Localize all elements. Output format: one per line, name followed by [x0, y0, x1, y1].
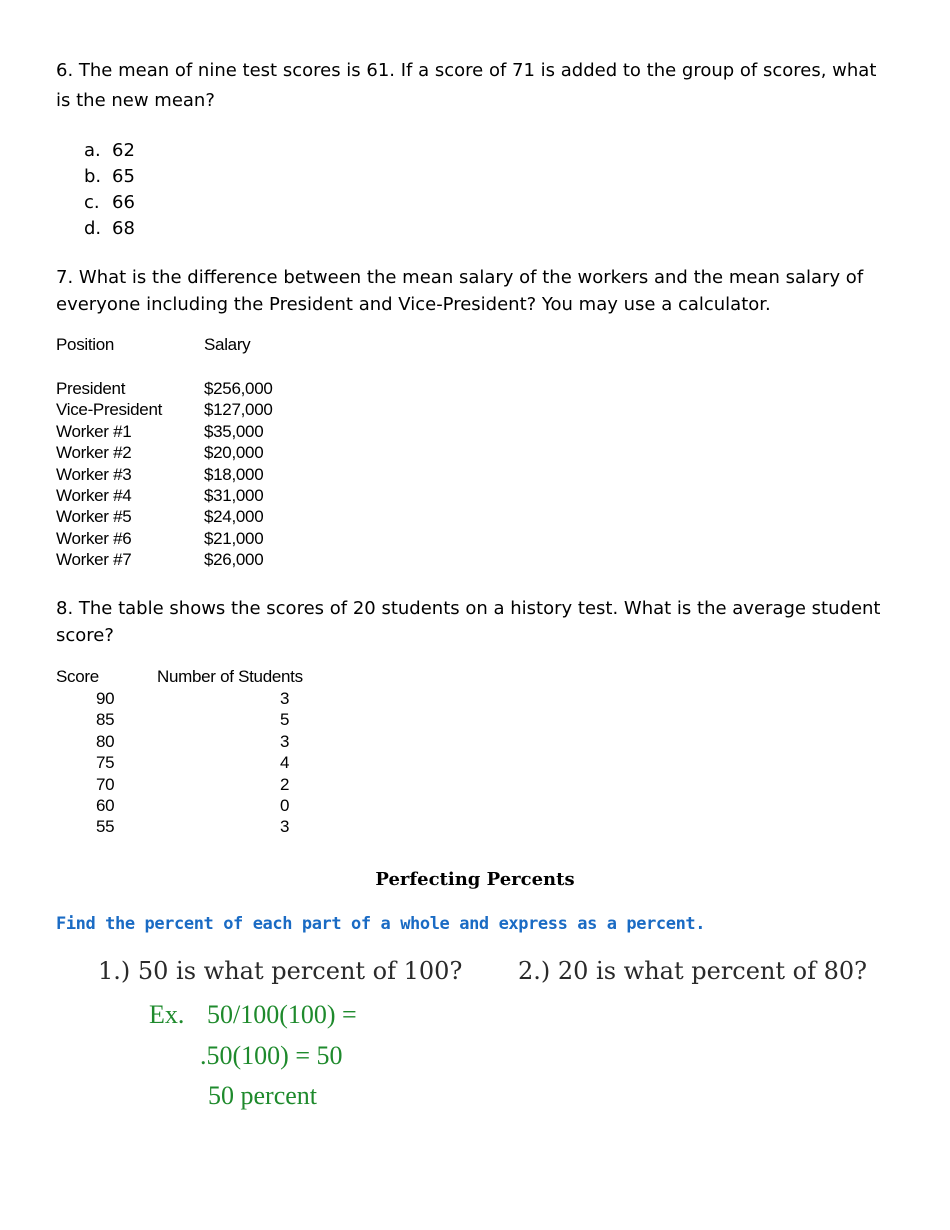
example-line-2: .50(100) = 50 — [200, 1041, 343, 1070]
option-d — [84, 216, 135, 242]
table-row — [56, 731, 356, 752]
score-table — [56, 688, 356, 838]
question-8-text: 8. The table shows the scores of 20 students on a history test. What is the average student score? — [56, 598, 881, 646]
count-cell: 0 — [280, 795, 290, 815]
count-cell: 2 — [280, 774, 290, 794]
option-value: 62 — [112, 140, 135, 161]
option-value: 66 — [112, 192, 135, 213]
position-cell: Worker #4 — [56, 485, 132, 505]
position-cell: Worker #7 — [56, 550, 132, 570]
score-table-header — [56, 667, 303, 687]
position-cell: Worker #1 — [56, 421, 132, 441]
example-line-1: 50/100(100) = — [207, 1000, 357, 1029]
count-cell: 5 — [280, 710, 290, 730]
count-cell: 3 — [280, 731, 290, 751]
position-cell: Vice-President — [56, 400, 163, 420]
option-value: 68 — [112, 218, 135, 239]
question-6-options — [84, 138, 135, 242]
salary-cell: $20,000 — [204, 443, 264, 463]
header-position: Position — [56, 335, 115, 354]
score-cell: 85 — [96, 710, 115, 730]
question-6-text: 6. The mean of nine test scores is 61. If a score of 71 is added to the group of scores, what is the new mean? — [56, 60, 877, 111]
table-row — [56, 688, 356, 709]
table-row — [56, 752, 356, 773]
count-cell: 3 — [280, 817, 290, 837]
salary-cell: $35,000 — [204, 421, 264, 441]
header-score: Score — [56, 667, 99, 686]
section-instruction: Find the percent of each part of a whole and express as a percent. — [56, 914, 706, 934]
salary-cell: $24,000 — [204, 507, 264, 527]
option-letter: b. — [84, 166, 102, 187]
score-cell: 80 — [96, 731, 115, 751]
salary-cell: $26,000 — [204, 550, 264, 570]
option-letter: c. — [84, 192, 100, 213]
salary-cell: $21,000 — [204, 528, 264, 548]
option-a — [84, 138, 135, 164]
score-cell: 70 — [96, 774, 115, 794]
count-cell: 4 — [280, 753, 290, 773]
salary-cell: $18,000 — [204, 464, 264, 484]
option-letter: a. — [84, 140, 101, 161]
position-cell: Worker #2 — [56, 443, 132, 463]
percent-problem-1: 1.) 50 is what percent of 100? — [98, 957, 463, 985]
position-cell: Worker #6 — [56, 528, 132, 548]
option-value: 65 — [112, 166, 135, 187]
table-row — [56, 709, 356, 730]
score-cell: 90 — [96, 689, 115, 708]
position-cell: Worker #5 — [56, 507, 132, 527]
table-row — [56, 816, 356, 837]
salary-table-header — [56, 335, 251, 355]
section-title: Perfecting Percents — [375, 869, 575, 890]
salary-cell: $127,000 — [204, 400, 273, 420]
score-cell: 75 — [96, 753, 115, 773]
score-cell: 55 — [96, 817, 115, 837]
example-label: Ex. — [149, 1000, 185, 1029]
header-salary: Salary — [204, 335, 251, 354]
percent-problem-2: 2.) 20 is what percent of 80? — [518, 957, 868, 985]
position-cell: Worker #3 — [56, 464, 132, 484]
score-cell: 60 — [96, 795, 115, 815]
table-row — [56, 774, 356, 795]
salary-cell: $31,000 — [204, 485, 264, 505]
option-b — [84, 164, 135, 190]
option-letter: d. — [84, 218, 102, 239]
header-number-of-students: Number of Students — [157, 667, 303, 686]
position-cell: President — [56, 379, 126, 398]
table-row — [56, 795, 356, 816]
count-cell: 3 — [280, 689, 290, 708]
salary-cell: $256,000 — [204, 379, 273, 398]
option-c — [84, 190, 135, 216]
example-line-3: 50 percent — [208, 1081, 318, 1110]
question-7-text: 7. What is the difference between the mean salary of the workers and the mean salary of everyone including the President and Vice-President? You may use a calculator. — [56, 267, 864, 315]
